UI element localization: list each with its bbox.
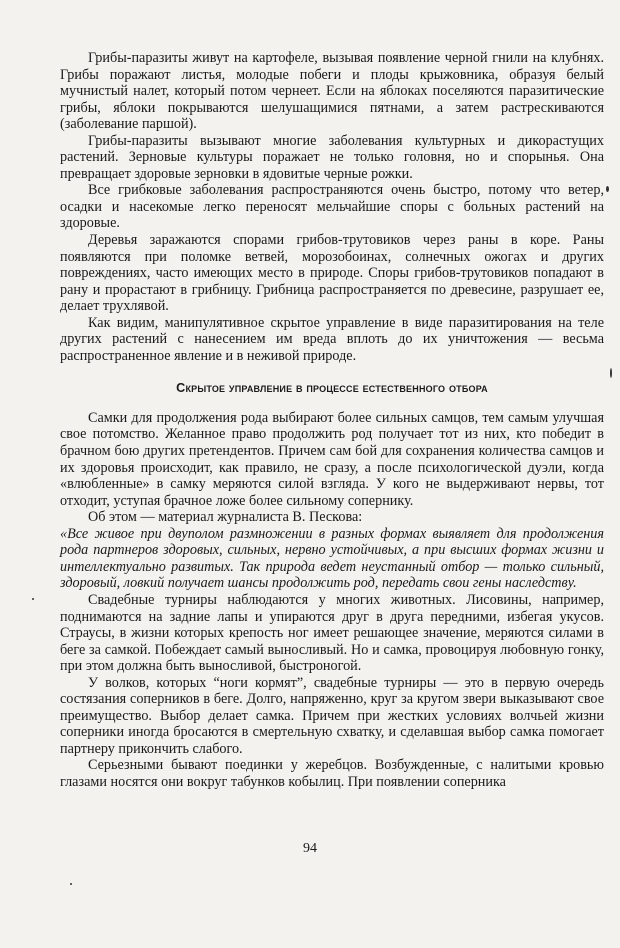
paragraph: Об этом — материал журналиста В. Пескова: xyxy=(88,509,363,526)
paragraph: Грибы-паразиты вызывают многие заболевания культурных и дикорастущих растений. Зерновые культуры поражает не только головня, но и спорынья. Она превращает здоровые зерновки в ядовитые черные рожки. xyxy=(60,132,604,182)
page-number: 94 xyxy=(303,841,317,856)
scan-speck xyxy=(32,598,34,600)
quote-paragraph: «Все живое при двуполом размножении в разных формах выявляет для продолжения рода партнеров здоровых, сильных, нервно устойчивых, а при высших формах жизни и интеллектуально развитых. Так природа ведет неустанный отбор — только сильный, здоровый, ловкий получает шансы продолжить род, передать свои гены наследству. xyxy=(60,525,604,592)
scan-speck xyxy=(70,883,72,885)
paragraph: У волков, которых “ноги кормят”, свадебные турниры — это в первую очередь состязания соперников в беге. Долго, напряженно, круг за кругом звери выказывают свое преимущество. Выбор делает самка. Причем при жестких условиях волчьей жизни соперники иногда бросаются в смертельную схватку, и сделавшая выбор самка помогает партнеру прикончить слабого. xyxy=(60,674,604,757)
paragraph: Свадебные турниры наблюдаются у многих животных. Лисовины, например, поднимаются на задние лапы и упираются друг в друга передними, избегая укусов. Страусы, в жизни которых крепость ног имеет решающее значение, меряются силами в беге за самкой. Побеждает самый выносливый. Но и самка, провоцируя любовную гонку, при этом должна быть выносливой, быстроногой. xyxy=(60,591,604,675)
paragraph: Как видим, манипулятивное скрытое управление в виде паразитирования на теле других растений с нанесением им вреда вплоть до их уничтожения — весьма распространенное явление и в неживой природе. xyxy=(60,314,604,364)
paragraph: Грибы-паразиты живут на картофеле, вызывая появление черной гнили на клубнях. Грибы поражают листья, молодые побеги и плоды крыжовника, образуя белый мучнистый налет, который потом чернеет. Если на яблоках поселяются паразитические грибы, яблоки покрываются шелушащимися пятнами, а затем растрескиваются (заболевание паршой). xyxy=(60,50,604,133)
paragraph: Серьезными бывают поединки у жеребцов. Возбужденные, с налитыми кровью глазами носятся они вокруг табунков кобылиц. При появлении соперника xyxy=(60,757,604,790)
paragraph: Самки для продолжения рода выбирают более сильных самцов, тем самым улучшая свое потомство. Желанное право продолжить род получает тот из них, кто победит в брачном бою других претендентов. Причем сам бой для сохранения количества самцов и их здоровья происходит, как правило, не сразу, а после психологической дуэли, когда «влюбленные» в самку меряются силой взгляда. У кого не выдерживают нервы, тот отходит, уступая брачное ложе более сильному сопернику. xyxy=(60,409,604,509)
paragraph: Деревья заражаются спорами грибов-трутовиков через раны в коре. Раны появляются при поломке ветвей, морозобоинах, солнечных ожогах и других повреждениях, часто имеющих место в природе. Споры грибов-трутовиков попадают в рану и прорастают в грибницу. Грибница распространяется по древесине, разрушает ее, делает трухлявой. xyxy=(60,232,604,315)
paragraph: Все грибковые заболевания распространяются очень быстро, потому что ветер, осадки и насекомые легко переносят мельчайшие споры с больных растений на здоровые. xyxy=(60,182,604,232)
scan-speck xyxy=(610,368,612,378)
scan-speck xyxy=(606,186,609,192)
section-heading: Скрытое управление в процессе естественного отбора xyxy=(176,381,488,396)
body-text xyxy=(60,50,604,791)
